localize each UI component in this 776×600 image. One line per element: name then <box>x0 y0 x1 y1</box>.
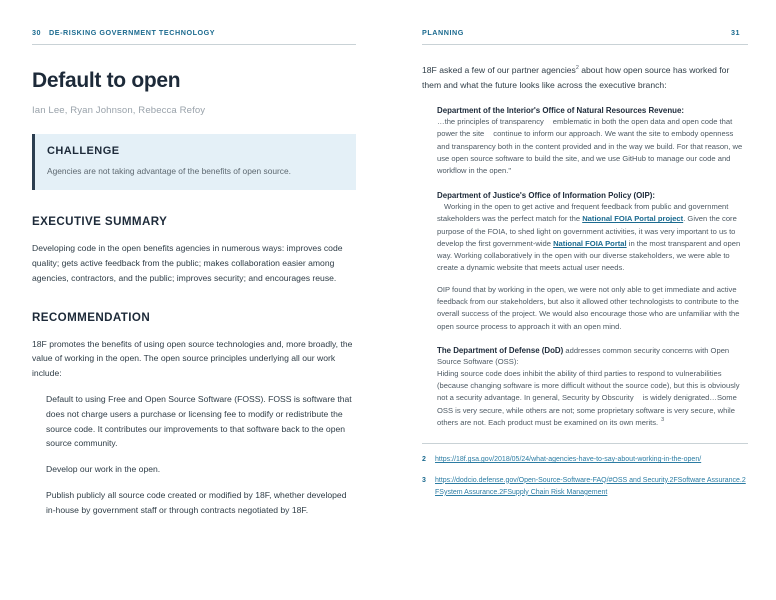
quote-body-defense <box>437 368 748 429</box>
footnote-item <box>422 454 748 466</box>
recommendation-intro: 18F promotes the benefits of using open source technologies and, more broadly, the value of working in the open. The open source principles underlying all our work include: <box>32 338 353 379</box>
quote-heading-defense-bold: The Department of Defense (DoD) <box>437 345 564 355</box>
challenge-text: Agencies are not taking advantage of the benefits of open source. <box>47 166 291 177</box>
header-rule-right <box>422 44 748 45</box>
link-national-foia-portal-project[interactable]: National FOIA Portal project <box>582 214 684 224</box>
footnote-number: 3 <box>422 476 426 484</box>
quote-block-interior <box>422 105 748 178</box>
byline: Ian Lee, Ryan Johnson, Rebecca Refoy <box>32 105 206 117</box>
page-number-left: 30 <box>32 28 42 37</box>
running-head-right <box>422 28 748 41</box>
footnote-item <box>422 475 748 500</box>
page-title: Default to open <box>32 69 181 92</box>
executive-summary-paragraph: Developing code in the open benefits agencies in numerous ways: improves code quality; gets active feedback from the public; makes collaboration easier among agencies, contractors, and the public; improves security; and encourages reuse. <box>32 243 343 283</box>
quote-text-part: continue to inform our approach. We want the site to embody openness and transparency both in the content provided and in the way we build. For that reason, we use open source software to build the site, and we use GitHub to manage our code and workflow in the open." <box>437 129 743 176</box>
quote-text-part: Hiding source code does inhibit the ability of third parties to respond to vulnerabilities (because changing software is more difficult without the source code), but this is obviously not a security advantage. In general, Security by Obscurity <box>437 368 740 403</box>
header-rule-left <box>32 44 356 45</box>
footnote-rule <box>422 443 748 444</box>
recommendation-principle: Default to using Free and Open Source Software (FOSS). FOSS is software that does not charge users a purchase or licensing fee to modify or redistribute the source code. It contributes our improvements to that software back to the open source community. <box>46 393 352 449</box>
quote-heading-defense-rest: addresses common security concerns with Open Source Software (OSS): <box>437 345 730 367</box>
quote-text-part: …the principles of transparency <box>437 117 544 127</box>
page-right <box>388 0 776 600</box>
quote-block-justice <box>422 190 748 333</box>
challenge-callout <box>32 134 356 190</box>
intro-text-after: about how open source has worked for them and what the future looks like across the executive branch: <box>422 65 730 90</box>
quote-text-part: . Given the core purpose of the FOIA, to shed light on government activities, it was very important to us to develop the first government-wide <box>437 214 737 248</box>
quote-text-part: emblematic in both the open data and open code that power the site <box>437 117 733 139</box>
quote-block-defense <box>422 345 748 429</box>
section-heading-executive-summary: EXECUTIVE SUMMARY <box>32 215 168 229</box>
running-head-title-right: PLANNING <box>422 28 464 37</box>
quote-body-justice-1 <box>437 201 748 275</box>
footnote-url[interactable]: https://dodcio.defense.gov/Open-Source-Software-FAQ/#OSS and Security.2FSoftware Assurance.2FSystem Assurance.2FSupply Chain Risk Management <box>435 476 746 496</box>
section-heading-recommendation: RECOMMENDATION <box>32 310 151 324</box>
quote-heading-justice: Department of Justice's Office of Information Policy (OIP): <box>437 190 656 200</box>
quote-text-part: Working in the open to get active and frequent feedback from public and government stakeholders was the perfect match for the <box>437 201 729 224</box>
right-intro-paragraph <box>422 63 748 93</box>
quote-body-interior <box>437 116 748 177</box>
challenge-label: CHALLENGE <box>47 145 120 158</box>
running-head-title-left: DE-RISKING GOVERNMENT TECHNOLOGY <box>49 28 216 37</box>
page-number-right: 31 <box>731 28 741 37</box>
recommendation-principle: Develop our work in the open. <box>46 464 161 475</box>
footnote-number: 2 <box>422 456 426 464</box>
footnote-url[interactable]: https://18f.gsa.gov/2018/05/24/what-agencies-have-to-say-about-working-in-the-open/ <box>435 456 702 464</box>
quote-text-part: in the most transparent and open way. Working collaboratively in the open with our diverse stakeholders, we were able to create a dynamic website that meets actual user needs. <box>437 238 741 273</box>
intro-text-before: 18F asked a few of our partner agencies <box>422 65 576 75</box>
quote-heading-defense <box>437 345 748 368</box>
quote-body-justice-2: OIP found that by working in the open, we were not only able to get immediate and active feedback from our stakeholders, but also it allowed other technologists to contribute to the overall success of the project. We would also encourage those who are unfamiliar with the open source process to approach it with an open mind. <box>437 284 740 331</box>
link-national-foia-portal[interactable]: National FOIA Portal <box>553 238 627 248</box>
quote-heading-interior: Department of the Interior's Office of Natural Resources Revenue: <box>437 105 684 115</box>
quote-text-part: is widely denigrated…Some OSS is very secure, while others are not; some proprietary software is very secure, while others are not. Each product must be examined on its own merits. <box>437 393 737 428</box>
footnote-marker-2[interactable]: 2 <box>575 65 579 72</box>
footnotes-list <box>422 454 748 499</box>
running-head-left <box>32 28 356 41</box>
recommendation-principle: Publish publicly all source code created or modified by 18F, whether developed in-house by government staff or through contracts negotiated by 18F. <box>46 489 347 515</box>
footnote-marker-3[interactable]: 3 <box>661 417 665 424</box>
